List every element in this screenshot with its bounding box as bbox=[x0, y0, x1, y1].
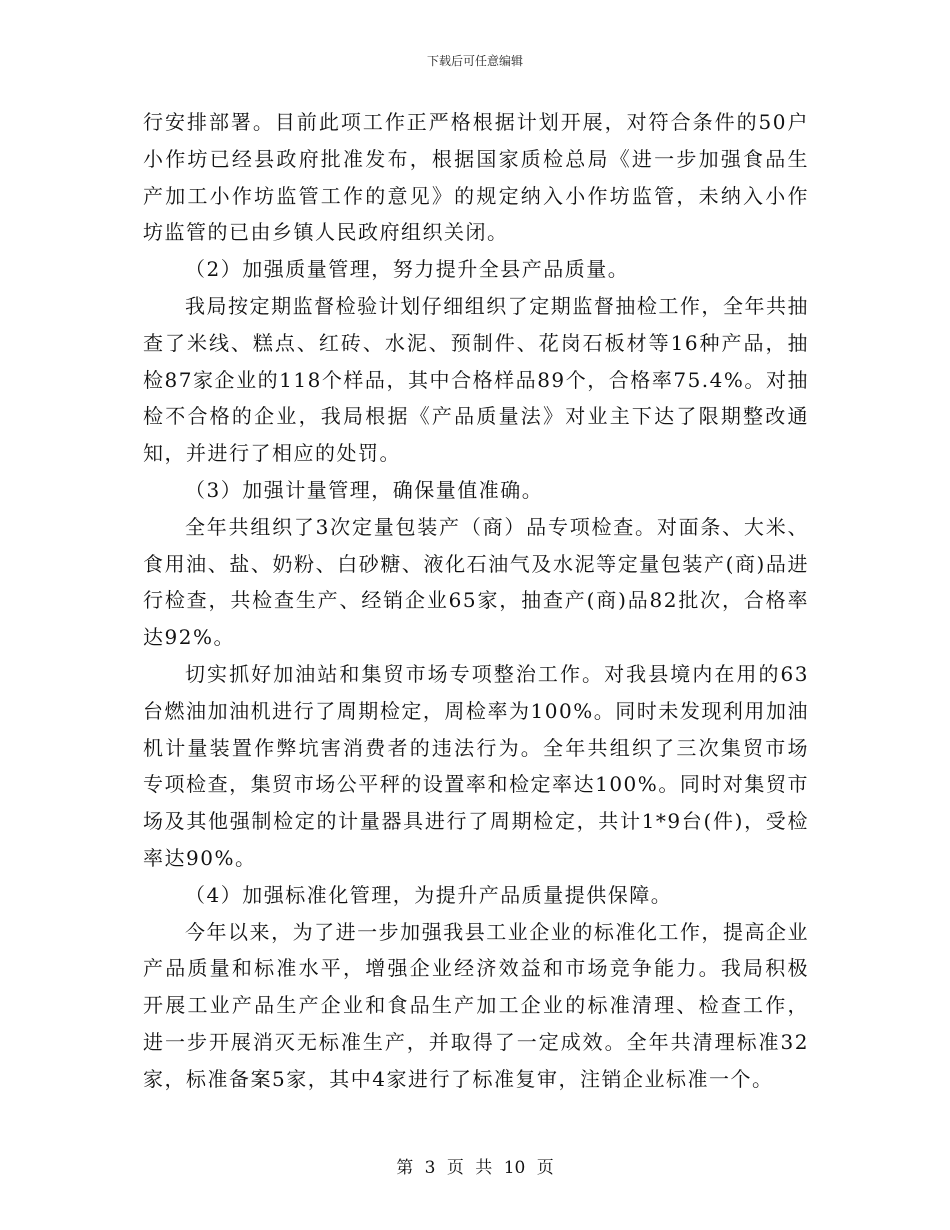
paragraph: 全年共组织了3次定量包装产（商）品专项检查。对面条、大米、食用油、盐、奶粉、白砂糖、液化石油气及水泥等定量包装产(商)品进行检查，共检查生产、经销企业65家，抽查产(商)品82批次，合格率达92%。 bbox=[143, 514, 809, 650]
section-heading: （3）加强计量管理，确保量值准确。 bbox=[185, 477, 544, 502]
section-heading: （2）加强质量管理，努力提升全县产品质量。 bbox=[185, 257, 630, 282]
paragraph: 行安排部署。目前此项工作正严格根据计划开展，对符合条件的50户小作坊已经县政府批准发布，根据国家质检总局《进一步加强食品生产加工小作坊监管工作的意见》的规定纳入小作坊监管，未纳入小作坊监管的已由乡镇人民政府组织关闭。 bbox=[143, 110, 809, 245]
paragraph: 今年以来，为了进一步加强我县工业企业的标准化工作，提高企业产品质量和标准水平，增强企业经济效益和市场竞争能力。我局积极开展工业产品生产企业和食品生产加工企业的标准清理、检查工作，进一步开展消灭无标准生产，并取得了一定成效。全年共清理标准32家，标准备案5家，其中4家进行了标准复审，注销企业标准一个。 bbox=[143, 919, 809, 1091]
page-number: 第 3 页 共 10 页 bbox=[396, 1158, 554, 1178]
document-body bbox=[143, 104, 809, 1098]
paragraph: 切实抓好加油站和集贸市场专项整治工作。对我县境内在用的63台燃油加油机进行了周期检定，周检率为100%。同时未发现利用加油机计量装置作弊坑害消费者的违法行为。全年共组织了三次集贸市场专项检查，集贸市场公平秤的设置率和检定率达100%。同时对集贸市场及其他强制检定的计量器具进行了周期检定，共计1*9台(件)，受检率达90%。 bbox=[143, 661, 809, 870]
page-header: 下载后可任意编辑 bbox=[426, 54, 523, 68]
paragraph: 我局按定期监督检验计划仔细组织了定期监督抽检工作，全年共抽查了米线、糕点、红砖、水泥、预制件、花岗石板材等16种产品，抽检87家企业的118个样品，其中合格样品89个，合格率75.4%。对抽检不合格的企业，我局根据《产品质量法》对业主下达了限期整改通知，并进行了相应的处罚。 bbox=[143, 293, 809, 466]
section-heading: （4）加强标准化管理，为提升产品质量提供保障。 bbox=[185, 882, 673, 907]
